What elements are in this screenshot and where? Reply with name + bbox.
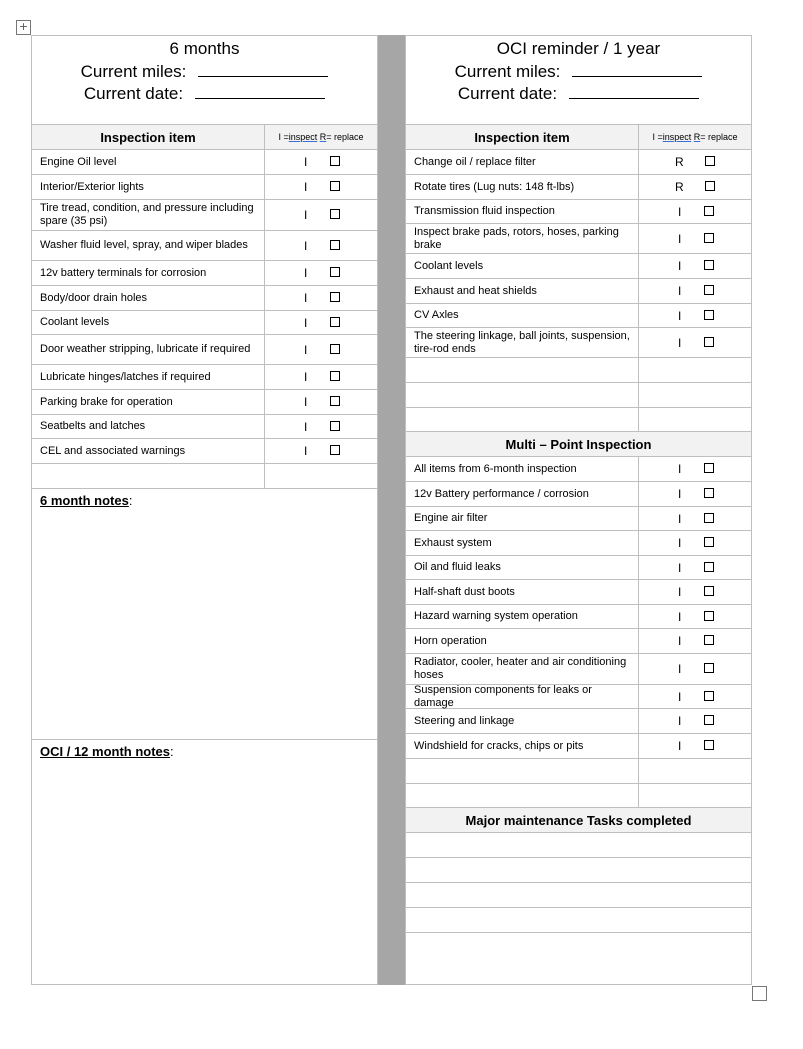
- table-row: [406, 685, 751, 709]
- table-row: [406, 654, 751, 685]
- action-code: I: [304, 342, 308, 357]
- multi-point-header: Multi – Point Inspection: [406, 432, 751, 457]
- action-code: I: [304, 291, 308, 305]
- six-month-rows: [32, 150, 377, 464]
- checkbox-icon[interactable]: [704, 488, 714, 498]
- oci-table-header: [406, 125, 751, 150]
- action-code: I: [678, 662, 682, 676]
- table-row: [406, 200, 751, 224]
- inspection-item-label: All items from 6-month inspection: [406, 457, 639, 481]
- checkbox-icon[interactable]: [330, 156, 340, 166]
- six-month-column: [31, 35, 378, 985]
- table-row: [406, 150, 751, 175]
- checkbox-icon[interactable]: [330, 396, 340, 406]
- checkbox-icon[interactable]: [704, 513, 714, 523]
- checkbox-icon[interactable]: [704, 233, 714, 243]
- table-row: [406, 175, 751, 200]
- inspection-item-label: Oil and fluid leaks: [406, 556, 639, 579]
- action-code: I: [678, 335, 682, 350]
- inspection-item-label: Change oil / replace filter: [406, 150, 639, 174]
- inspection-action-cell: [639, 457, 751, 481]
- checkbox-icon[interactable]: [704, 260, 714, 270]
- oci-12-month-notes[interactable]: OCI / 12 month notes:: [40, 744, 174, 759]
- inspection-action-cell: [265, 335, 377, 364]
- inspection-action-cell: [639, 605, 751, 628]
- inspection-action-cell: [639, 685, 751, 708]
- inspection-item-label: Hazard warning system operation: [406, 605, 639, 628]
- inspection-item-label: CEL and associated warnings: [32, 439, 265, 463]
- inspection-item-label: Tire tread, condition, and pressure including spare (35 psi): [32, 200, 265, 230]
- inspection-item-label: The steering linkage, ball joints, suspension, tire-rod ends: [406, 328, 639, 357]
- inspection-action-cell: [639, 304, 751, 327]
- six-month-table-header: [32, 125, 377, 150]
- checkbox-icon[interactable]: [704, 635, 714, 645]
- oci-header: [406, 36, 751, 125]
- checkbox-icon[interactable]: [704, 310, 714, 320]
- oci-miles-field[interactable]: [572, 62, 702, 77]
- checkbox-icon[interactable]: [330, 240, 340, 250]
- inspection-item-label: Interior/Exterior lights: [32, 175, 265, 199]
- table-row: [32, 286, 377, 311]
- inspection-item-label: Body/door drain holes: [32, 286, 265, 310]
- inspection-action-cell: [639, 224, 751, 253]
- major-maintenance-row[interactable]: [406, 858, 751, 883]
- oci-blank-row: [406, 358, 751, 383]
- action-code: I: [304, 266, 308, 280]
- table-row: [32, 311, 377, 335]
- checkbox-icon[interactable]: [330, 317, 340, 327]
- inspection-item-label: Transmission fluid inspection: [406, 200, 639, 223]
- oci-miles-label: Current miles:: [454, 61, 561, 81]
- checkbox-icon[interactable]: [704, 285, 714, 295]
- checkbox-icon[interactable]: [330, 181, 340, 191]
- inspection-item-label: CV Axles: [406, 304, 639, 327]
- major-maintenance-row[interactable]: [406, 833, 751, 858]
- inspection-action-cell: [265, 286, 377, 310]
- table-row: [406, 279, 751, 304]
- six-month-blank-row: [32, 464, 377, 489]
- checkbox-icon[interactable]: [704, 663, 714, 673]
- inspection-action-cell: [639, 254, 751, 278]
- table-row: [32, 261, 377, 286]
- action-code: R: [675, 180, 684, 194]
- table-row: [406, 531, 751, 556]
- major-maintenance-header: Major maintenance Tasks completed: [406, 808, 751, 833]
- six-month-date-label: Current date:: [83, 84, 184, 103]
- table-row: [406, 482, 751, 507]
- table-row: [32, 200, 377, 231]
- checkbox-icon[interactable]: [330, 421, 340, 431]
- multi-point-blank-row: [406, 784, 751, 808]
- checkbox-icon[interactable]: [330, 267, 340, 277]
- inspection-item-label: Door weather stripping, lubricate if required: [32, 335, 265, 364]
- action-code: I: [304, 208, 308, 222]
- inspection-item-label: Washer fluid level, spray, and wiper blades: [32, 231, 265, 260]
- inspection-action-cell: [639, 654, 751, 684]
- inspection-action-cell: [639, 200, 751, 223]
- multi-point-rows: [406, 457, 751, 759]
- checkbox-icon[interactable]: [330, 292, 340, 302]
- checkbox-icon[interactable]: [330, 209, 340, 219]
- major-maintenance-row[interactable]: [406, 933, 751, 958]
- action-code: I: [678, 536, 682, 550]
- inspection-item-label: Suspension components for leaks or damage: [406, 685, 639, 708]
- table-row: [32, 439, 377, 464]
- table-row: [406, 254, 751, 279]
- action-code: I: [304, 315, 308, 330]
- inspection-item-label: Half-shaft dust boots: [406, 580, 639, 604]
- checkbox-icon[interactable]: [705, 156, 715, 166]
- action-code: I: [678, 259, 682, 273]
- action-code: I: [304, 370, 308, 384]
- table-row: [406, 328, 751, 358]
- inspection-action-cell: [639, 531, 751, 555]
- column-header-inspection-item: Inspection item: [406, 125, 639, 149]
- inspection-item-label: Exhaust system: [406, 531, 639, 555]
- action-code: I: [678, 204, 682, 219]
- table-row: [32, 231, 377, 261]
- inspection-action-cell: [639, 629, 751, 653]
- inspection-action-cell: [265, 365, 377, 389]
- checkbox-icon[interactable]: [704, 562, 714, 572]
- inspection-action-cell: [639, 175, 751, 199]
- table-row: [32, 175, 377, 200]
- inspection-item-label: 12v Battery performance / corrosion: [406, 482, 639, 506]
- table-row: [406, 580, 751, 605]
- checkbox-icon[interactable]: [705, 181, 715, 191]
- inspection-item-label: Rotate tires (Lug nuts: 148 ft-lbs): [406, 175, 639, 199]
- inspection-action-cell: [639, 482, 751, 506]
- checkbox-icon[interactable]: [704, 715, 714, 725]
- action-code: I: [678, 560, 682, 575]
- inspection-action-cell: [265, 150, 377, 174]
- inspection-action-cell: [265, 439, 377, 463]
- action-code: I: [678, 609, 682, 624]
- action-code: I: [678, 308, 682, 323]
- action-code: I: [678, 714, 682, 728]
- inspection-item-label: Horn operation: [406, 629, 639, 653]
- inspection-item-label: 12v battery terminals for corrosion: [32, 261, 265, 285]
- table-row: [406, 709, 751, 734]
- action-code: I: [678, 487, 682, 501]
- inspection-item-label: Parking brake for operation: [32, 390, 265, 414]
- oci-date-label: Current date:: [457, 84, 558, 103]
- six-month-miles-field[interactable]: [198, 62, 328, 77]
- inspection-item-label: Exhaust and heat shields: [406, 279, 639, 303]
- checkbox-icon[interactable]: [330, 371, 340, 381]
- checkbox-icon[interactable]: [330, 445, 340, 455]
- action-code: I: [678, 284, 682, 298]
- inspection-action-cell: [639, 556, 751, 579]
- table-row: [406, 556, 751, 580]
- checkbox-icon[interactable]: [704, 611, 714, 621]
- inspection-item-label: Inspect brake pads, rotors, hoses, parking brake: [406, 224, 639, 253]
- column-header-legend: I = inspect R = replace: [652, 132, 738, 142]
- six-month-title: 6 months: [169, 39, 240, 58]
- inspection-action-cell: [639, 328, 751, 357]
- inspection-action-cell: [639, 507, 751, 530]
- inspection-action-cell: [265, 261, 377, 285]
- action-code: I: [678, 462, 682, 476]
- checkbox-icon[interactable]: [704, 586, 714, 596]
- inspection-item-label: Coolant levels: [32, 311, 265, 334]
- oci-title: OCI reminder / 1 year: [496, 39, 661, 58]
- inspection-action-cell: [639, 709, 751, 733]
- inspection-item-label: Coolant levels: [406, 254, 639, 278]
- inspection-item-label: Radiator, cooler, heater and air conditioning hoses: [406, 654, 639, 684]
- inspection-action-cell: [639, 580, 751, 604]
- six-month-miles-label: Current miles:: [80, 61, 187, 81]
- table-row: [406, 605, 751, 629]
- checkbox-icon[interactable]: [330, 344, 340, 354]
- action-code: I: [304, 180, 308, 194]
- inspection-action-cell: [265, 200, 377, 230]
- table-row: [406, 507, 751, 531]
- column-header-inspection-item: Inspection item: [32, 125, 265, 149]
- action-code: I: [678, 511, 682, 526]
- action-code: I: [304, 395, 308, 409]
- inspection-item-label: Windshield for cracks, chips or pits: [406, 734, 639, 758]
- checkbox-icon[interactable]: [704, 740, 714, 750]
- checkbox-icon[interactable]: [704, 337, 714, 347]
- oci-rows: [406, 150, 751, 358]
- action-code: I: [678, 739, 682, 753]
- action-code: I: [678, 634, 682, 648]
- oci-blank-row: [406, 408, 751, 432]
- inspection-item-label: Steering and linkage: [406, 709, 639, 733]
- inspection-action-cell: [265, 311, 377, 334]
- column-header-legend: I = inspect R = replace: [278, 132, 364, 142]
- action-code: I: [678, 585, 682, 599]
- inspection-item-label: Lubricate hinges/latches if required: [32, 365, 265, 389]
- action-code: I: [304, 444, 308, 458]
- table-row: [32, 150, 377, 175]
- action-code: R: [675, 155, 684, 169]
- checkbox-icon[interactable]: [704, 691, 714, 701]
- table-row: [406, 734, 751, 759]
- inspection-action-cell: [639, 279, 751, 303]
- six-month-header: [32, 36, 377, 125]
- checkbox-icon[interactable]: [704, 463, 714, 473]
- table-row: [406, 224, 751, 254]
- inspection-item-label: Engine Oil level: [32, 150, 265, 174]
- table-row: [406, 304, 751, 328]
- multi-point-blank-row: [406, 759, 751, 784]
- table-move-handle-icon[interactable]: +: [16, 20, 31, 35]
- inspection-item-label: Seatbelts and latches: [32, 415, 265, 438]
- table-row: [406, 629, 751, 654]
- inspection-action-cell: [265, 175, 377, 199]
- table-row: [32, 415, 377, 439]
- six-month-date-field[interactable]: [195, 84, 325, 99]
- table-resize-handle-icon[interactable]: [752, 986, 767, 1001]
- table-row: [406, 457, 751, 482]
- inspection-action-cell: [639, 734, 751, 758]
- inspection-action-cell: [265, 415, 377, 438]
- major-maintenance-row[interactable]: [406, 883, 751, 908]
- table-row: [32, 390, 377, 415]
- oci-date-field[interactable]: [569, 84, 699, 99]
- action-code: I: [304, 419, 308, 434]
- column-gutter: [378, 35, 405, 985]
- action-code: I: [304, 238, 308, 253]
- inspection-action-cell: [265, 231, 377, 260]
- six-month-notes[interactable]: 6 month notes:: [32, 489, 377, 740]
- oci-blank-row: [406, 383, 751, 408]
- inspection-action-cell: [639, 150, 751, 174]
- checkbox-icon[interactable]: [704, 537, 714, 547]
- table-row: [32, 335, 377, 365]
- inspection-item-label: Engine air filter: [406, 507, 639, 530]
- major-maintenance-row[interactable]: [406, 908, 751, 933]
- action-code: I: [678, 231, 682, 246]
- oci-one-year-column: [405, 35, 752, 985]
- inspection-action-cell: [265, 390, 377, 414]
- checkbox-icon[interactable]: [704, 206, 714, 216]
- action-code: I: [304, 155, 308, 169]
- action-code: I: [678, 689, 682, 704]
- table-row: [32, 365, 377, 390]
